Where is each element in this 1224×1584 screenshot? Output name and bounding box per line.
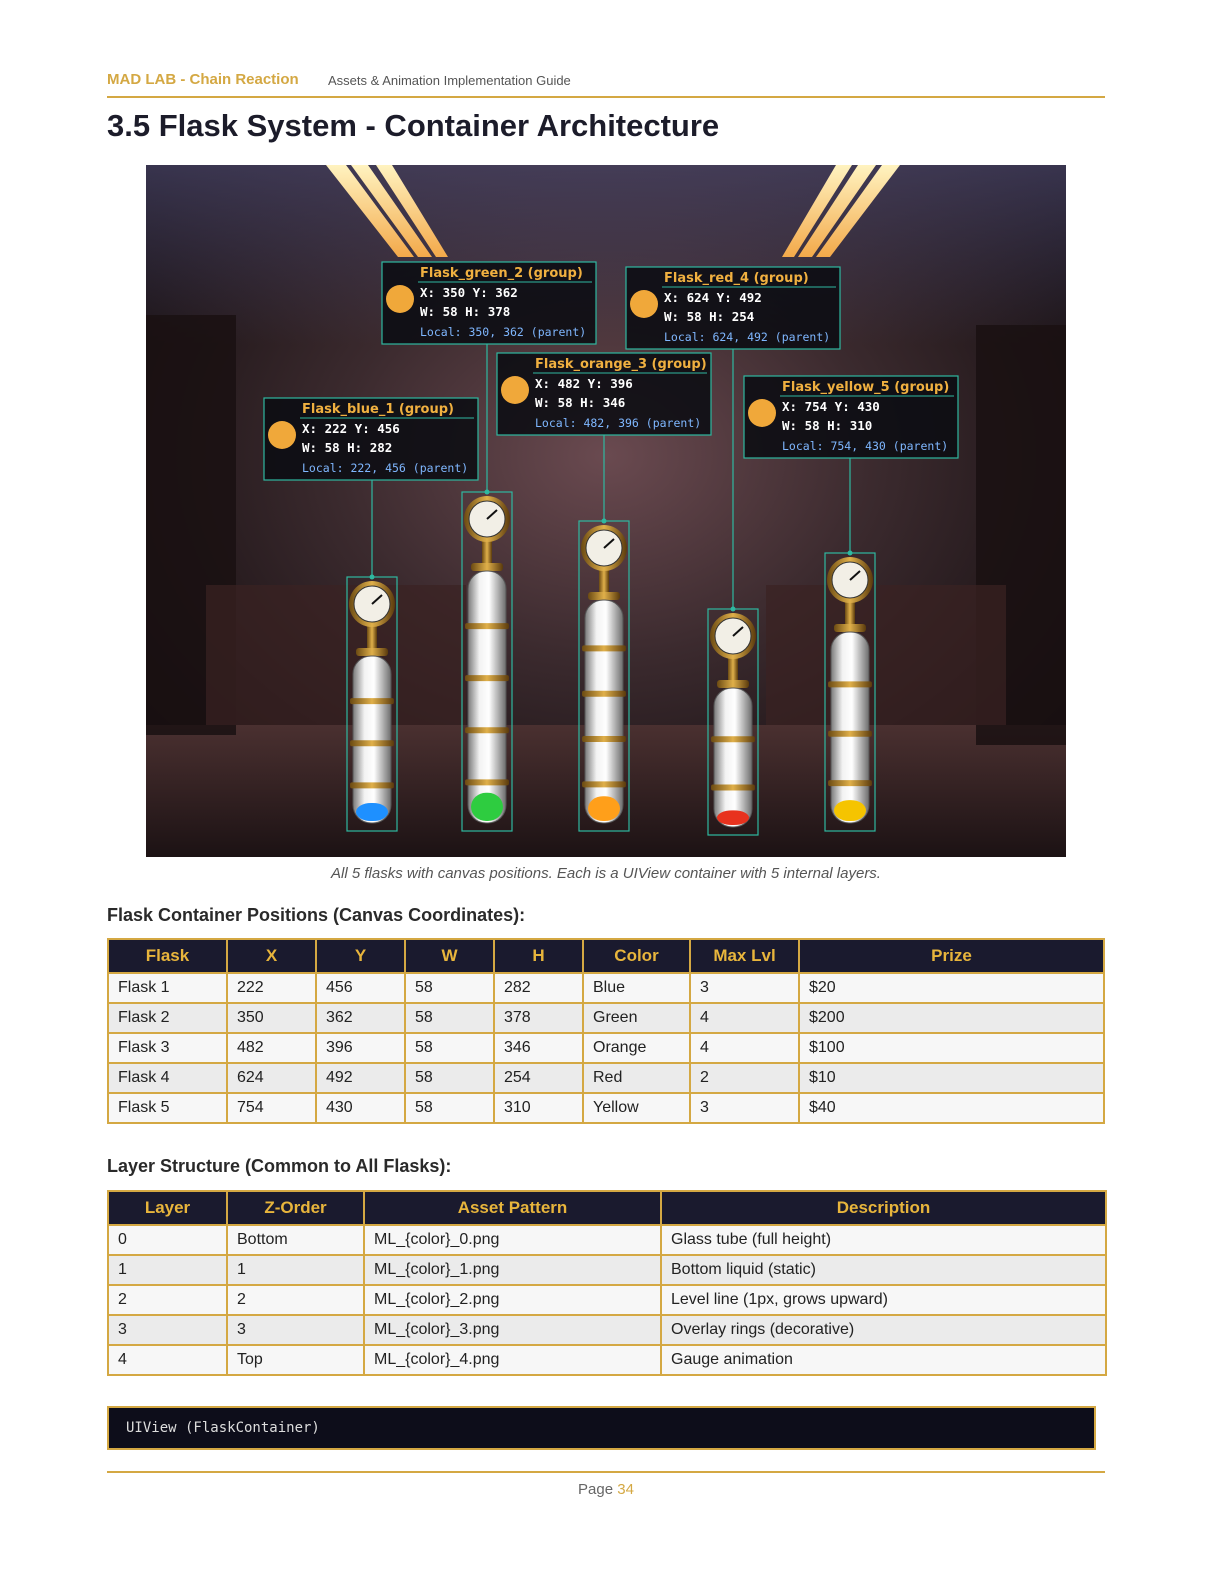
layers-cell: 0 bbox=[108, 1225, 227, 1255]
annotation-dot-icon bbox=[386, 285, 414, 313]
annotation-local: Local: 624, 492 (parent) bbox=[664, 330, 831, 344]
annotation-dot-icon bbox=[501, 376, 529, 404]
positions-cell: Orange bbox=[583, 1033, 690, 1063]
layers-cell: Gauge animation bbox=[661, 1345, 1106, 1375]
positions-col-header: Color bbox=[583, 939, 690, 973]
annotation-xy: X: 222 Y: 456 bbox=[302, 421, 400, 436]
page-header bbox=[107, 70, 1105, 98]
layers-cell: 3 bbox=[108, 1315, 227, 1345]
flask-liquid bbox=[717, 810, 749, 825]
annotation-wh: W: 58 H: 378 bbox=[420, 304, 511, 319]
overlay-ring bbox=[465, 623, 509, 629]
flask-screenshot-figure bbox=[146, 165, 1066, 857]
layers-cell: 2 bbox=[108, 1285, 227, 1315]
positions-cell: 492 bbox=[316, 1063, 405, 1093]
positions-cell: 430 bbox=[316, 1093, 405, 1123]
flask-liquid bbox=[356, 803, 388, 821]
connector-anchor bbox=[848, 551, 853, 556]
positions-cell: 3 bbox=[690, 973, 799, 1003]
positions-col-header: Prize bbox=[799, 939, 1104, 973]
overlay-ring bbox=[711, 736, 755, 742]
positions-cell: Flask 3 bbox=[108, 1033, 227, 1063]
positions-cell: $200 bbox=[799, 1003, 1104, 1033]
annotation-dot-icon bbox=[748, 399, 776, 427]
positions-cell: 58 bbox=[405, 1063, 494, 1093]
overlay-ring bbox=[582, 691, 626, 697]
flask-liquid bbox=[471, 793, 503, 821]
positions-cell: 58 bbox=[405, 1003, 494, 1033]
layers-cell: Top bbox=[227, 1345, 364, 1375]
annotation-wh: W: 58 H: 282 bbox=[302, 440, 393, 455]
positions-cell: Green bbox=[583, 1003, 690, 1033]
positions-cell: Flask 4 bbox=[108, 1063, 227, 1093]
overlay-ring bbox=[350, 782, 394, 788]
brand-title: MAD LAB - Chain Reaction bbox=[107, 71, 299, 88]
annotation-local: Local: 482, 396 (parent) bbox=[535, 416, 702, 430]
annotation-local: Local: 350, 362 (parent) bbox=[420, 325, 587, 339]
layers-cell: ML_{color}_1.png bbox=[364, 1255, 661, 1285]
annotation-xy: X: 624 Y: 492 bbox=[664, 290, 762, 305]
annotation-wh: W: 58 H: 254 bbox=[664, 309, 755, 324]
layers-cell: Level line (1px, grows upward) bbox=[661, 1285, 1106, 1315]
overlay-ring bbox=[828, 731, 872, 737]
flask-1 bbox=[347, 577, 397, 831]
guide-title: Assets & Animation Implementation Guide bbox=[328, 73, 571, 88]
page-footer bbox=[0, 1481, 1212, 1498]
annotation-title: Flask_green_2 (group) bbox=[420, 266, 583, 281]
positions-cell: Flask 1 bbox=[108, 973, 227, 1003]
layers-cell: ML_{color}_3.png bbox=[364, 1315, 661, 1345]
layers-heading: Layer Structure (Common to All Flasks): bbox=[107, 1156, 452, 1176]
layers-cell: Bottom bbox=[227, 1225, 364, 1255]
overlay-ring bbox=[582, 736, 626, 742]
table-row bbox=[108, 1345, 1106, 1375]
flask-liquid bbox=[588, 796, 620, 821]
overlay-ring bbox=[350, 740, 394, 746]
positions-col-header: H bbox=[494, 939, 583, 973]
flask-4 bbox=[708, 609, 758, 835]
table-row bbox=[108, 1003, 1104, 1033]
positions-cell: 350 bbox=[227, 1003, 316, 1033]
glass-tube bbox=[714, 688, 752, 827]
page-number: 34 bbox=[617, 1481, 634, 1498]
table-row bbox=[108, 1063, 1104, 1093]
positions-cell: 310 bbox=[494, 1093, 583, 1123]
positions-cell: Flask 2 bbox=[108, 1003, 227, 1033]
annotation-dot-icon bbox=[268, 421, 296, 449]
layers-table bbox=[107, 1190, 1107, 1376]
positions-cell: 346 bbox=[494, 1033, 583, 1063]
annotation-title: Flask_blue_1 (group) bbox=[302, 402, 454, 417]
brass-cap bbox=[471, 563, 503, 571]
glass-tube bbox=[353, 656, 391, 823]
overlay-ring bbox=[828, 780, 872, 786]
layers-col-header: Asset Pattern bbox=[364, 1191, 661, 1225]
positions-col-header: Max Lvl bbox=[690, 939, 799, 973]
positions-cell: 2 bbox=[690, 1063, 799, 1093]
positions-cell: 3 bbox=[690, 1093, 799, 1123]
table-row bbox=[108, 1255, 1106, 1285]
page-title: 3.5 Flask System - Container Architecture bbox=[107, 108, 720, 143]
overlay-ring bbox=[711, 785, 755, 791]
positions-cell: 58 bbox=[405, 1033, 494, 1063]
figure-caption: All 5 flasks with canvas positions. Each is a UIView container with 5 internal layers. bbox=[331, 865, 881, 882]
positions-cell: 282 bbox=[494, 973, 583, 1003]
table-row bbox=[108, 1033, 1104, 1063]
positions-cell: Yellow bbox=[583, 1093, 690, 1123]
positions-cell: $20 bbox=[799, 973, 1104, 1003]
annotation-local: Local: 754, 430 (parent) bbox=[782, 439, 949, 453]
positions-cell: 456 bbox=[316, 973, 405, 1003]
annotation-title: Flask_red_4 (group) bbox=[664, 271, 809, 286]
flask-liquid bbox=[834, 800, 866, 821]
positions-col-header: Y bbox=[316, 939, 405, 973]
glass-tube bbox=[585, 600, 623, 823]
positions-cell: $100 bbox=[799, 1033, 1104, 1063]
positions-cell: 58 bbox=[405, 973, 494, 1003]
positions-cell: Blue bbox=[583, 973, 690, 1003]
positions-col-header: Flask bbox=[108, 939, 227, 973]
annotation-title: Flask_orange_3 (group) bbox=[535, 357, 707, 372]
positions-table bbox=[107, 938, 1105, 1124]
annotation-local: Local: 222, 456 (parent) bbox=[302, 461, 469, 475]
layers-cell: ML_{color}_0.png bbox=[364, 1225, 661, 1255]
brass-cap bbox=[834, 624, 866, 632]
code-block: UIView (FlaskContainer) bbox=[107, 1406, 1096, 1450]
positions-cell: 396 bbox=[316, 1033, 405, 1063]
layers-col-header: Z-Order bbox=[227, 1191, 364, 1225]
overlay-ring bbox=[465, 675, 509, 681]
layers-cell: 1 bbox=[108, 1255, 227, 1285]
positions-cell: 222 bbox=[227, 973, 316, 1003]
annotation-xy: X: 482 Y: 396 bbox=[535, 376, 633, 391]
annotation-wh: W: 58 H: 346 bbox=[535, 395, 626, 410]
positions-cell: 58 bbox=[405, 1093, 494, 1123]
positions-cell: Flask 5 bbox=[108, 1093, 227, 1123]
positions-cell: 4 bbox=[690, 1033, 799, 1063]
layers-cell: ML_{color}_4.png bbox=[364, 1345, 661, 1375]
table-row bbox=[108, 973, 1104, 1003]
overlay-ring bbox=[465, 727, 509, 733]
brass-cap bbox=[356, 648, 388, 656]
positions-col-header: W bbox=[405, 939, 494, 973]
positions-col-header: X bbox=[227, 939, 316, 973]
layers-cell: Glass tube (full height) bbox=[661, 1225, 1106, 1255]
table-row bbox=[108, 1285, 1106, 1315]
annotation-title: Flask_yellow_5 (group) bbox=[782, 380, 950, 395]
overlay-ring bbox=[350, 698, 394, 704]
overlay-ring bbox=[828, 681, 872, 687]
page-label: Page bbox=[578, 1481, 614, 1498]
positions-cell: 378 bbox=[494, 1003, 583, 1033]
annotation-dot-icon bbox=[630, 290, 658, 318]
flask-5 bbox=[825, 553, 875, 831]
overlay-ring bbox=[582, 781, 626, 787]
annotation-xy: X: 350 Y: 362 bbox=[420, 285, 518, 300]
connector-anchor bbox=[602, 519, 607, 524]
layers-cell: 1 bbox=[227, 1255, 364, 1285]
annotation-wh: W: 58 H: 310 bbox=[782, 418, 873, 433]
layers-cell: Overlay rings (decorative) bbox=[661, 1315, 1106, 1345]
annotation-xy: X: 754 Y: 430 bbox=[782, 399, 880, 414]
table-row bbox=[108, 1315, 1106, 1345]
positions-cell: 754 bbox=[227, 1093, 316, 1123]
overlay-ring bbox=[465, 779, 509, 785]
positions-heading: Flask Container Positions (Canvas Coordinates): bbox=[107, 905, 526, 925]
connector-anchor bbox=[485, 490, 490, 495]
layers-col-header: Layer bbox=[108, 1191, 227, 1225]
connector-anchor bbox=[370, 575, 375, 580]
layers-col-header: Description bbox=[661, 1191, 1106, 1225]
positions-cell: $10 bbox=[799, 1063, 1104, 1093]
positions-cell: Red bbox=[583, 1063, 690, 1093]
glass-tube bbox=[831, 632, 869, 823]
layers-cell: 4 bbox=[108, 1345, 227, 1375]
layers-cell: 3 bbox=[227, 1315, 364, 1345]
layers-cell: ML_{color}_2.png bbox=[364, 1285, 661, 1315]
overlay-ring bbox=[582, 645, 626, 651]
table-row bbox=[108, 1225, 1106, 1255]
positions-cell: 254 bbox=[494, 1063, 583, 1093]
connector-anchor bbox=[731, 607, 736, 612]
footer-divider bbox=[107, 1471, 1105, 1473]
table-row bbox=[108, 1093, 1104, 1123]
layers-cell: Bottom liquid (static) bbox=[661, 1255, 1106, 1285]
positions-cell: 4 bbox=[690, 1003, 799, 1033]
brass-cap bbox=[717, 680, 749, 688]
brass-cap bbox=[588, 592, 620, 600]
layers-cell: 2 bbox=[227, 1285, 364, 1315]
positions-cell: $40 bbox=[799, 1093, 1104, 1123]
positions-cell: 482 bbox=[227, 1033, 316, 1063]
positions-cell: 362 bbox=[316, 1003, 405, 1033]
positions-cell: 624 bbox=[227, 1063, 316, 1093]
